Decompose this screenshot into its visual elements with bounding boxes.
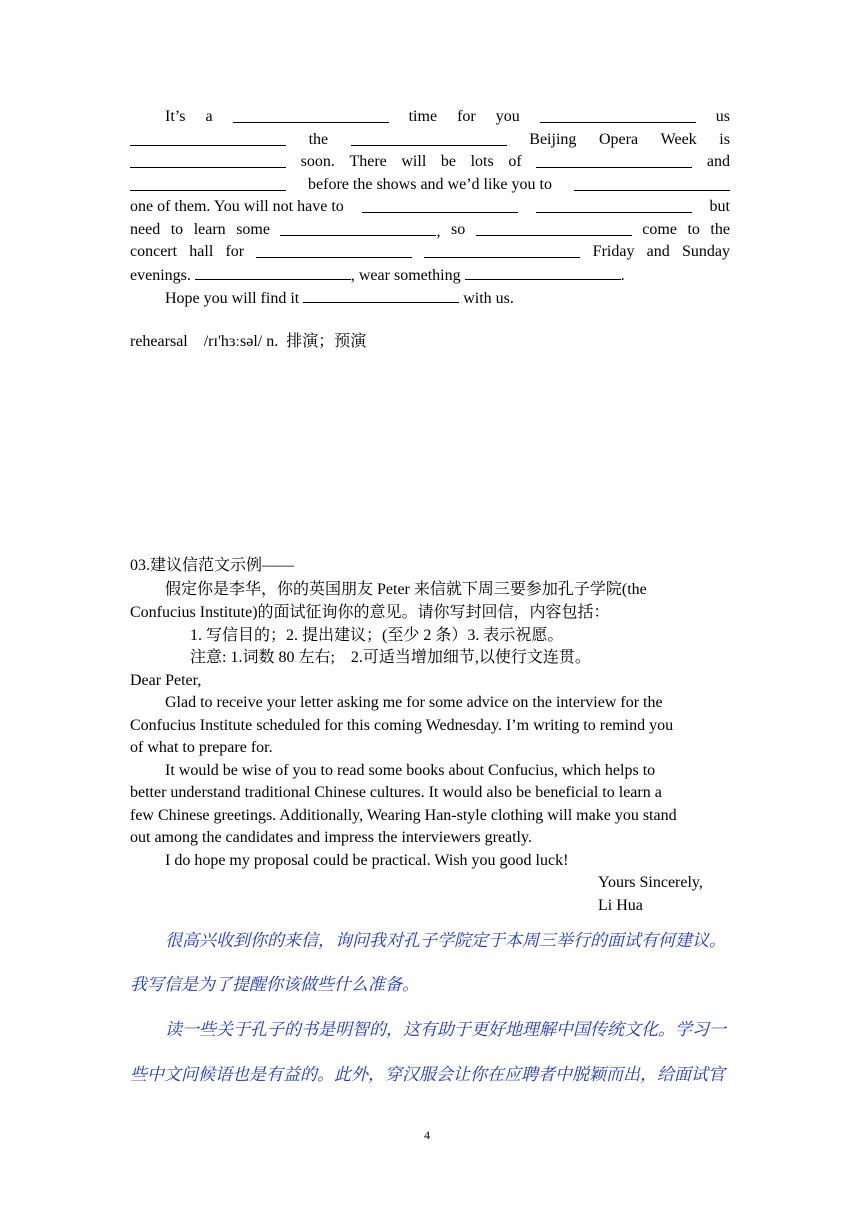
translation-line: 读一些关于孔子的书是明智的，这有助于更好地理解中国传统文化。学习一	[165, 1020, 726, 1040]
answer-blank[interactable]	[465, 264, 621, 280]
vocab-entry: rehearsal /rɪ'hɜːsəl/ n. 排演；预演	[130, 333, 367, 350]
answer-blank[interactable]	[233, 107, 389, 123]
exercise-line-5: one of them. You will not have to but	[130, 198, 730, 215]
letter-line: Glad to receive your letter asking me for some advice on the interview for the	[165, 694, 663, 711]
exercise-line-1: It’s a time for you us	[165, 108, 730, 125]
letter-line: few Chinese greetings. Additionally, Wearing Han-style clothing will make you stand	[130, 807, 677, 824]
answer-blank[interactable]	[195, 264, 351, 280]
letter-greeting: Dear Peter,	[130, 672, 202, 689]
letter-line: Confucius Institute scheduled for this coming Wednesday. I’m writing to remind you	[130, 717, 674, 734]
answer-blank[interactable]	[362, 197, 518, 213]
letter-signature: Li Hua	[598, 897, 643, 914]
letter-line: better understand traditional Chinese cultures. It would also be beneficial to learn a	[130, 784, 662, 801]
answer-blank[interactable]	[574, 175, 730, 191]
answer-blank[interactable]	[303, 287, 459, 303]
answer-blank[interactable]	[130, 175, 286, 191]
translation-line: 我写信是为了提醒你该做些什么准备。	[130, 975, 419, 995]
letter-line: It would be wise of you to read some books about Confucius, which helps to	[165, 762, 656, 779]
prompt-notes: 注意: 1.词数 80 左右; 2.可适当增加细节,以使行文连贯。	[190, 649, 591, 666]
exercise-line-8: evenings. , wear something .	[130, 264, 730, 286]
prompt-line-1: 假定你是李华，你的英国朋友 Peter 来信就下周三要参加孔子学院(the	[165, 581, 647, 598]
exercise-line-6: need to learn some , so come to the	[130, 221, 730, 240]
answer-blank[interactable]	[476, 220, 632, 236]
letter-closing: Yours Sincerely,	[598, 874, 703, 891]
answer-blank[interactable]	[130, 152, 286, 168]
exercise-line-7: concert hall for Friday and Sunday	[130, 243, 730, 260]
answer-blank[interactable]	[280, 220, 436, 236]
exercise-line-9: Hope you will find it with us.	[165, 287, 730, 309]
translation-line: 很高兴收到你的来信，询问我对孔子学院定于本周三举行的面试有何建议。	[165, 931, 726, 951]
prompt-requirements: 1. 写信目的；2. 提出建议；(至少 2 条）3. 表示祝愿。	[190, 627, 564, 644]
letter-line: out among the candidates and impress the interviewers greatly.	[130, 829, 532, 846]
section-title: 03.建议信范文示例——	[130, 557, 295, 574]
answer-blank[interactable]	[536, 197, 692, 213]
exercise-line-3: soon. There will be lots of and	[130, 152, 730, 172]
answer-blank[interactable]	[540, 107, 696, 123]
exercise-line-4: before the shows and we’d like you to	[130, 175, 730, 195]
translation-line: 些中文问候语也是有益的。此外，穿汉服会让你在应聘者中脱颖而出，给面试官	[130, 1065, 725, 1085]
letter-line: of what to prepare for.	[130, 739, 273, 756]
letter-line: I do hope my proposal could be practical. Wish you good luck!	[165, 852, 569, 869]
answer-blank[interactable]	[536, 152, 692, 168]
prompt-line-2: Confucius Institute)的面试征询你的意见。请你写封回信，内容包括：	[130, 604, 610, 621]
page-number: 4	[424, 1128, 430, 1142]
answer-blank[interactable]	[424, 242, 580, 258]
answer-blank[interactable]	[130, 130, 286, 146]
answer-blank[interactable]	[256, 242, 412, 258]
answer-blank[interactable]	[351, 130, 507, 146]
exercise-line-2: the Beijing Opera Week is	[130, 130, 730, 150]
